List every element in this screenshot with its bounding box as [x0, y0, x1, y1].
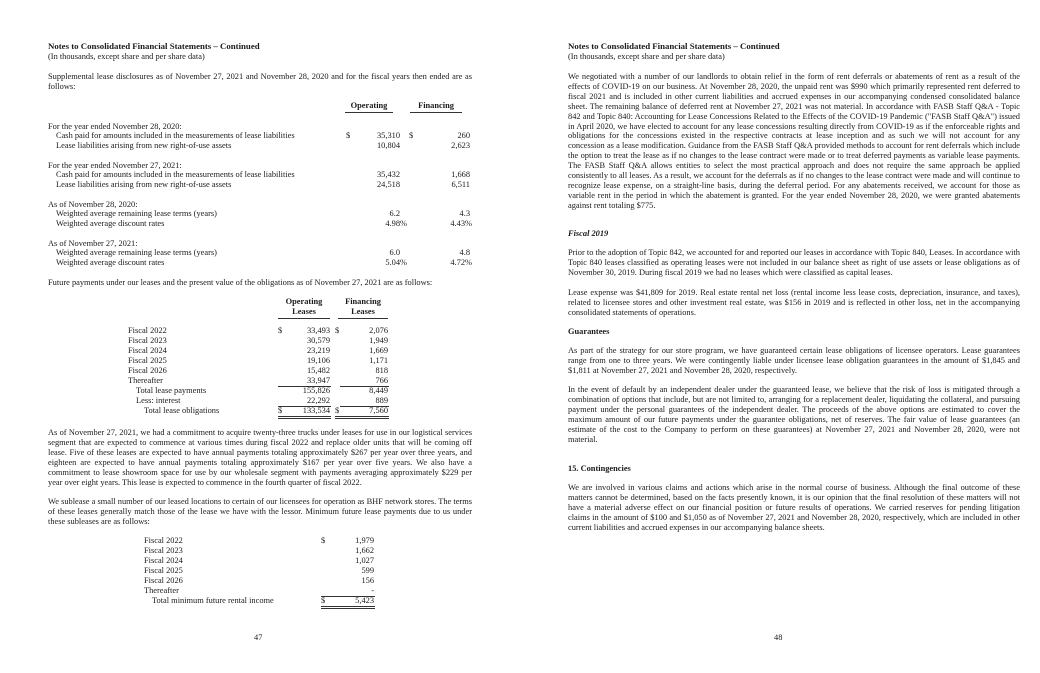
row-label: Fiscal 2025: [144, 566, 183, 575]
covid-rent-paragraph: We negotiated with a number of our landlords to obtain relief in the form of rent deferrals or abatements of rent as a result of the effects of COVID-19 on our business. At November 28, 2020, the unpaid rent was $990 which primarily represented rent deferred to fiscal 2021 and is included in other current liabilities and accrued expenses in our accompanying condensed consolidated balance sheet. The remaining balance of deferred rent at November 27, 2021 was not material. In accordance with FASB Staff Q&A - Topic 842 and Topic 840: Accounting for Lease Concessions Related to the Effects of the COVID-19 Pandemic ("FASB Staff Q&A") issued in April 2020, we have elected to account for any lease concessions resulting directly from COVID-19 as if the enforceable rights and obligations for the concessions existed in the respective contracts at lease inception and as such we will not account for any concession as a lease modification. Guidance from the FASB Staff Q&A provided methods to account for rent deferrals which include the option to treat the lease as if no changes to the lease contract were made or to treat deferred payments as variable lease payments. The FASB Staff Q&A allows entities to select the most practical approach and does not require the same approach be applied consistently to all leases. As a result, we account for the deferrals as if no changes to the lease contract were made and will continue to recognize lease expense, on a straight-line basis, during the deferral period. For any abatements received, we account for those as variable rent in the period in which the abatement is granted. For the year ended November 28, 2020, we were granted abatements against rent totaling $775.: [568, 72, 1020, 210]
fiscal-2019-paragraph-1: Prior to the adoption of Topic 842, we accounted for and reported our leases in accordance with Topic 840, Leases. In accordance with Topic 840 leases classified as operating leases were not included in our balance sheet as right of use assets or lease obligations as of November 30, 2019. During fiscal 2019 we had no leases which were classified as capital leases.: [568, 248, 1020, 277]
contingencies-paragraph: We are involved in various claims and actions which arise in the normal course of business. Although the final outcome of these matters cannot be determined, based on the facts presently known, it is our opinion that the final resolution of these matters will not have a material adverse effect on our financial position or future results of operations. We carried reserves for pending litigation claims in the amount of $100 and $1,050 as of November 27, 2021 and November 28, 2020, respectively, which are included in other current liabilities and accrued expenses in our accompanying balance sheets.: [568, 483, 1020, 532]
cell-value: 156: [361, 576, 374, 585]
currency-symbol: $: [321, 596, 326, 605]
currency-symbol: $: [409, 131, 414, 140]
section-heading-fiscal-2019: Fiscal 2019: [568, 229, 609, 238]
row-label: Weighted average discount rates: [56, 258, 165, 267]
cell-operating: 6.2: [389, 209, 400, 218]
row-label: Cash paid for amounts included in the measurements of lease liabilities: [56, 170, 295, 179]
row-label: Thereafter: [128, 376, 163, 385]
page-title: Notes to Consolidated Financial Statements – Continued: [48, 41, 260, 51]
cell-financing: 4.43%: [450, 219, 472, 228]
row-label: Fiscal 2024: [128, 346, 167, 355]
truck-commitment-paragraph: As of November 27, 2021, we had a commitment to acquire twenty-three trucks under leases for use in our logistical services segment that are expected to commence at various times during fiscal 2022 and replace older units that will be coming off lease. Five of these leases are expected to have annual payments totaling approximately $267 per year over three years, and eighteen are expected to have annual payments totaling approximately $167 per year over five years. We also have a commitment to lease showroom space for use by our wholesale segment with payments averaging approximately $229 per year over eight years. This lease is expected to commence in the fourth quarter of fiscal 2022.: [48, 428, 472, 487]
row-label: Thereafter: [144, 586, 179, 595]
row-label: Weighted average remaining lease terms (years): [56, 248, 217, 257]
cell-financing: 766: [375, 376, 388, 385]
row-label: Total lease payments: [136, 386, 207, 395]
cell-financing: 1,669: [369, 346, 388, 355]
cell-operating: 35,432: [376, 170, 400, 179]
section-label: For the year ended November 27, 2021:: [48, 161, 182, 170]
row-label: Fiscal 2025: [128, 356, 167, 365]
cell-value: 1,979: [355, 536, 374, 545]
guarantees-paragraph-1: As part of the strategy for our store program, we have guaranteed certain lease obligations of licensee operators. Lease guarantees range from one to three years. We were contingently liable under licensee lease obligation guarantees in the amount of $1,845 and $1,811 at November 27, 2021 and November 28, 2020, respectively.: [568, 346, 1020, 375]
row-label: Fiscal 2026: [128, 366, 167, 375]
cell-operating: 4.98%: [385, 219, 407, 228]
cell-operating: 22,292: [306, 396, 330, 405]
row-label: Fiscal 2023: [144, 546, 183, 555]
col-header-financing-leases: Financing Leases: [338, 297, 388, 319]
row-label: Cash paid for amounts included in the measurements of lease liabilities: [56, 131, 295, 140]
row-label: Fiscal 2026: [144, 576, 183, 585]
row-label: Fiscal 2024: [144, 556, 183, 565]
cell-value: 1,027: [355, 556, 374, 565]
cell-operating: 19,106: [306, 356, 330, 365]
cell-value: -: [371, 586, 374, 595]
page-48: [568, 0, 1020, 673]
page-number: 47: [254, 633, 263, 642]
guarantees-paragraph-2: In the event of default by an independent dealer under the guaranteed lease, we believe that the risk of loss is mitigated through a combination of options that include, but are not limited to, arranging for a replacement dealer, liquidating the collateral, and pursuing payment under the personal guarantees of the independent dealer. The proceeds of the above options are estimated to cover the maximum amount of our future payments under the guarantee obligations, net of reserves. The fair value of lease guarantees (an estimate of the cost to the Company to perform on these guarantees) at November 27, 2021 and November 28, 2020, were not material.: [568, 385, 1020, 444]
currency-symbol: $: [321, 536, 326, 545]
cell-operating: 33,947: [306, 376, 330, 385]
currency-symbol: $: [335, 326, 340, 335]
currency-symbol: $: [335, 406, 340, 415]
total-double-rule: [278, 416, 331, 419]
col-header-financing: Financing: [410, 101, 462, 113]
cell-operating: 30,579: [306, 336, 330, 345]
total-double-rule: [335, 416, 389, 419]
cell-operating: 10,804: [376, 141, 400, 150]
cell-financing: 260: [457, 131, 470, 140]
cell-financing: 2,623: [451, 141, 470, 150]
page-47: [48, 0, 472, 673]
currency-symbol: $: [278, 406, 283, 415]
section-label: As of November 27, 2021:: [48, 239, 138, 248]
cell-operating: 6.0: [389, 248, 400, 257]
row-label: Less: interest: [136, 396, 181, 405]
col-header-operating: Operating: [345, 101, 393, 113]
cell-financing: 2,076: [369, 326, 388, 335]
fiscal-2019-paragraph-2: Lease expense was $41,809 for 2019. Real estate rental net loss (rental income less lease costs, depreciation, insurance, and taxes), related to licensee stores and other investment real estate, was $156 in 2019 and is reflected in other loss, net in the accompanying consolidated statements of operations.: [568, 288, 1020, 317]
section-label: For the year ended November 28, 2020:: [48, 122, 182, 131]
cell-operating: 33,493: [306, 326, 330, 335]
row-label: Fiscal 2023: [128, 336, 167, 345]
cell-financing: 889: [375, 396, 388, 405]
cell-operating: 35,310: [376, 131, 400, 140]
section-heading-contingencies: 15. Contingencies: [568, 464, 631, 473]
cell-financing: 4.8: [459, 248, 470, 257]
cell-financing: 1,949: [369, 336, 388, 345]
page-subtitle: (In thousands, except share and per share data): [48, 52, 205, 61]
cell-financing: 8,449: [369, 386, 388, 395]
page-subtitle: (In thousands, except share and per share data): [568, 52, 725, 61]
col-header-operating-leases: Operating Leases: [278, 297, 330, 319]
sublease-paragraph: We sublease a small number of our leased locations to certain of our licensees for operation as BHF network stores. The terms of these leases generally match those of the lease we have with the lessor. Minimum future lease payments due to us under these subleases are as follows:: [48, 497, 472, 526]
page-number: 48: [774, 633, 783, 642]
cell-operating: 24,518: [376, 180, 400, 189]
section-heading-guarantees: Guarantees: [568, 327, 610, 336]
section-label: As of November 28, 2020:: [48, 200, 138, 209]
future-payments-intro: Future payments under our leases and the present value of the obligations as of November 27, 2021 are as follows:: [48, 278, 433, 287]
supplemental-intro: Supplemental lease disclosures as of November 27, 2021 and November 28, 2020 and for the fiscal years then ended are as follows:: [48, 72, 472, 91]
row-label: Fiscal 2022: [144, 536, 183, 545]
row-label: Weighted average remaining lease terms (years): [56, 209, 217, 218]
cell-operating: 15,482: [306, 366, 330, 375]
cell-financing: 818: [375, 366, 388, 375]
cell-value: 599: [361, 566, 374, 575]
row-label: Total minimum future rental income: [152, 596, 274, 605]
cell-financing: 4.3: [459, 209, 470, 218]
currency-symbol: $: [346, 131, 351, 140]
cell-financing: 7,560: [369, 406, 388, 415]
page-title: Notes to Consolidated Financial Statements – Continued: [568, 41, 780, 51]
currency-symbol: $: [278, 326, 283, 335]
cell-value: 1,662: [355, 546, 374, 555]
row-label: Weighted average discount rates: [56, 219, 165, 228]
cell-operating: 133,534: [302, 406, 330, 415]
cell-financing: 4.72%: [450, 258, 472, 267]
row-label: Lease liabilities arising from new right-of-use assets: [56, 141, 232, 150]
cell-operating: 155,826: [302, 386, 330, 395]
row-label: Lease liabilities arising from new right-of-use assets: [56, 180, 232, 189]
cell-financing: 1,171: [369, 356, 388, 365]
row-label: Total lease obligations: [144, 406, 220, 415]
cell-value: 5,423: [355, 596, 374, 605]
cell-operating: 23,219: [306, 346, 330, 355]
cell-operating: 5.04%: [385, 258, 407, 267]
cell-financing: 6,511: [451, 180, 470, 189]
cell-financing: 1,668: [451, 170, 470, 179]
total-double-rule: [321, 606, 375, 609]
row-label: Fiscal 2022: [128, 326, 167, 335]
